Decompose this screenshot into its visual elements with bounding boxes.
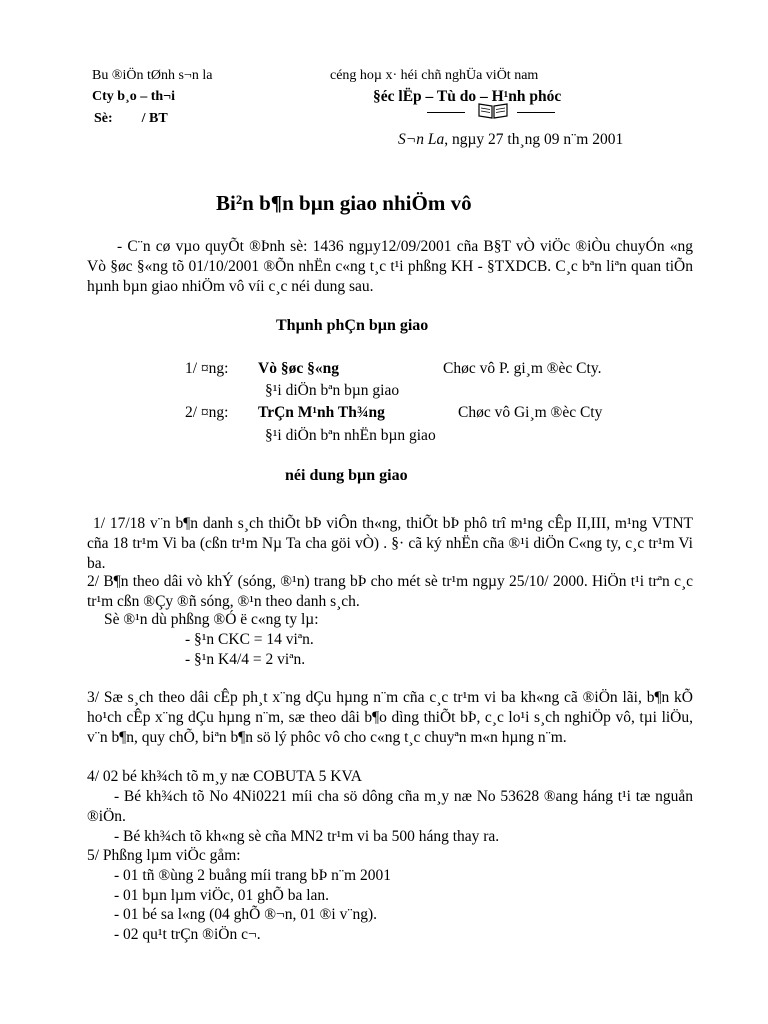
item-5-bullet-c: - 01 bé sa l«ng (04 ghÕ ®¬n, 01 ®i v¨ng). (114, 906, 378, 923)
item-2-bullet-b: - §¹n K4/4 = 2 viªn. (185, 651, 306, 668)
date-place: S¬n La (398, 131, 445, 148)
doc-number-value: / BT (141, 111, 168, 126)
doc-date (398, 131, 623, 149)
item-1: 1/ 17/18 v¨n b¶n danh s¸ch thiÕt bÞ viÔn th«ng, thiÕt bÞ phô trî m¹ng cÊp II,III, m¹ng VTNT cña 18 tr¹m Vi ba (cßn tr¹m Nµ Ta cha göi vÒ) . §· cã ký nhËn cña ®¹i diÖn C«ng ty, c¸c tr¹m Vi ba. (87, 515, 693, 572)
section-title-contents: néi dung bµn giao (285, 467, 408, 484)
party1-label: 1/ ¤ng: (185, 360, 229, 377)
item-5-bullet-b: - 01 bµn lµm viÖc, 01 ghÕ ba lan. (114, 887, 330, 904)
party1-name: Vò §øc §«ng (258, 360, 339, 377)
item-5-bullet-a: - 01 tñ ®ùng 2 buång míi trang bÞ n¨m 2001 (114, 867, 391, 884)
intro-paragraph: - C¨n cø vµo quyÕt ®Þnh sè: 1436 ngµy12/09/2001 cña B§T vÒ viÖc ®iÒu chuyÓn «ng Vò §øc §«ng tõ 01/10/2001 ®Õn nhËn c«ng t¸c t¹i phßng KH - §TXDCB. C¸c bªn liªn quan tiÕn hµnh bµn giao nhiÖm vô víi c¸c néi dung sau. (87, 238, 693, 295)
party2-label: 2/ ¤ng: (185, 404, 229, 421)
item-3: 3/ Sæ s¸ch theo dâi cÊp ph¸t x¨ng dÇu hµng n¨m cña c¸c tr¹m vi ba kh«ng cã ®iÖn lãi, b¶n kÕ ho¹ch cÊp x¨ng dÇu hµng n¨m, sæ theo dâi b¶o dìng thiÕt bÞ, c¸c lo¹i s¸ch nghiÖp vô, tµi liÖu, v¨n b¶n, quy chÕ, biªn b¶n sö lý phôc vô cho c«ng t¸c chuyªn m«n hµng n¨m. (87, 689, 693, 746)
party1-role: Chøc vô P. gi¸m ®èc Cty. (443, 360, 602, 377)
motto-underline-right (517, 112, 555, 113)
item-2: 2/ B¶n theo dâi vò khÝ (sóng, ®¹n) trang bÞ cho mét sè tr¹m ngµy 25/10/ 2000. HiÖn t¹i trªn c¸c tr¹m cßn ®Çy ®ñ sóng, ®¹n theo danh s¸ch. (87, 573, 693, 610)
party2-name: TrÇn M¹nh Th¾ng (258, 404, 385, 421)
item-4: 4/ 02 bé kh¾ch tõ m¸y næ COBUTA 5 KVA (87, 768, 362, 785)
doc-number-label: Sè: (94, 111, 113, 126)
national-title: céng hoµ x· héi chñ nghÜa viÖt nam (330, 68, 539, 83)
book-icon (477, 102, 509, 125)
page-title: Bi²n b¶n bµn giao nhiÖm vô (216, 191, 472, 215)
party2-role: Chøc vô Gi¸m ®èc Cty (458, 404, 603, 421)
item-4-bullet-a: - Bé kh¾ch tõ No 4Ni0221 míi cha sö dông cña m¸y næ No 53628 ®ang háng t¹i tæ nguån ®iÖn. (87, 788, 693, 825)
company-name: Cty b¸o – th¬i (92, 89, 176, 104)
item-2-bullet-a: - §¹n CKC = 14 viªn. (185, 631, 314, 648)
doc-number (94, 111, 168, 127)
motto-underline-left (427, 112, 465, 113)
national-motto: §éc lËp – Tù do – H¹nh phóc (373, 88, 562, 105)
party1-description: §¹i diÖn bªn bµn giao (265, 382, 400, 399)
party2-description: §¹i diÖn bªn nhËn bµn giao (265, 427, 436, 444)
section-title-participants: Thµnh phÇn bµn giao (276, 317, 429, 334)
date-text: , ngµy 27 th¸ng 09 n¨m 2001 (444, 131, 624, 148)
item-5: 5/ Phßng lµm viÖc gåm: (87, 847, 241, 864)
item-4-bullet-b: - Bé kh¾ch tõ kh«ng sè cña MN2 tr¹m vi ba 500 háng thay ra. (114, 828, 500, 845)
item-2-subtitle: Sè ®¹n dù phßng ®Ó ë c«ng ty lµ: (104, 611, 319, 628)
item-5-bullet-d: - 02 qu¹t trÇn ®iÖn c¬. (114, 926, 261, 943)
org-name: Bu ®iÖn tØnh s¬n la (92, 68, 213, 83)
